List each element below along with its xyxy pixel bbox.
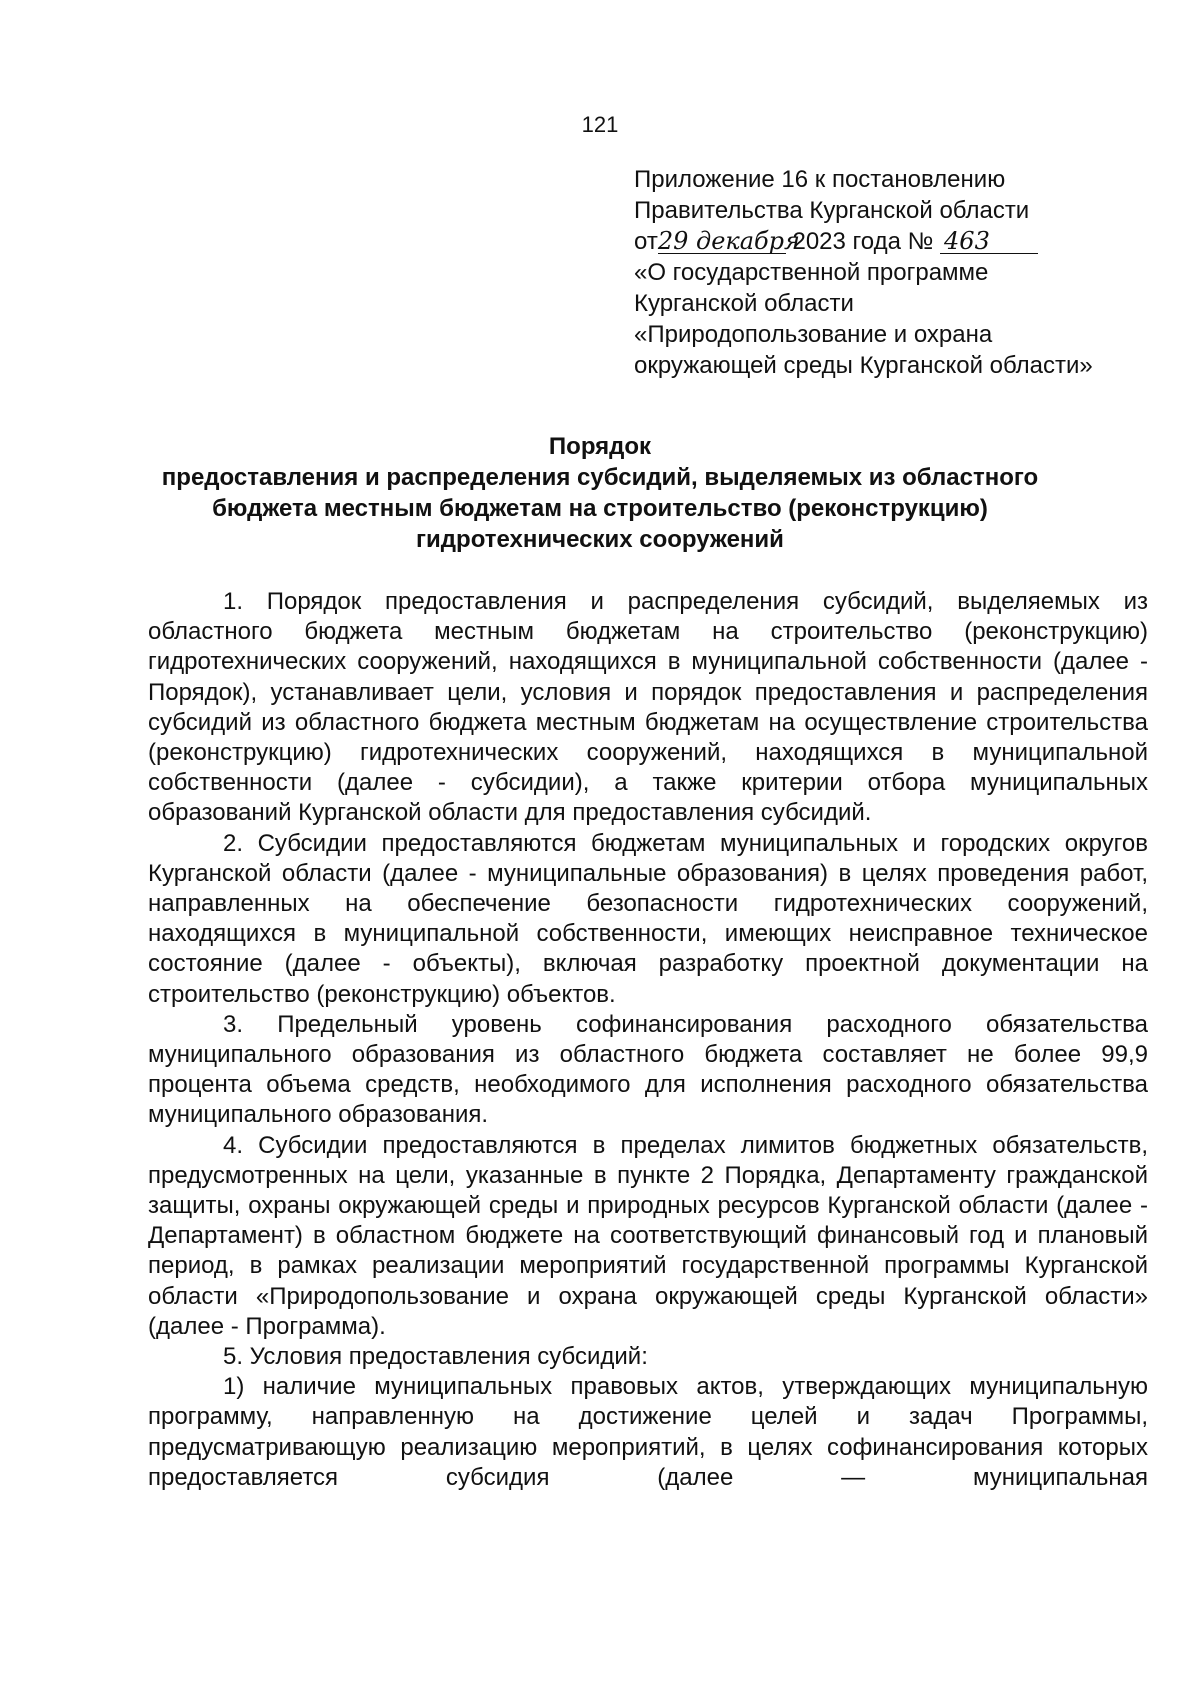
handwritten-number: 463	[940, 229, 1038, 254]
paragraph-4: 4. Субсидии предоставляются в пределах лимитов бюджетных обязательств, предусмотренных на цели, указанные в пункте 2 Порядка, Департаменту гражданской защиты, охраны окружающей среды и природных ресурсов Курганской области (далее - Департамент) в областном бюджете на соответствующий финансовый год и плановый период, в рамках реализации мероприятий государственной программы Курганской области «Природопользование и охрана окружающей среды Курганской области» (далее - Программа).	[148, 1131, 1148, 1340]
paragraph-6: 1) наличие муниципальных правовых актов, утверждающих муниципальную программу, направленную на достижение целей и задач Программы, предусматривающую реализацию мероприятий, в целях софинансирования которых предоставляется субсидия (далее — муниципальная	[148, 1373, 1148, 1491]
appendix-date-line	[634, 226, 1174, 257]
appendix-header	[634, 164, 1174, 381]
paragraph-2: 2. Субсидии предоставляются бюджетам муниципальных и городских округов Курганской области (далее - муниципальные образования) в целях проведения работ, направленных на обеспечение безопасности гидротехнических сооружений, находящихся в муниципальной собственности, имеющих неисправное техническое состояние (далее - объекты), включая разработку проектной документации на строительство (реконструкцию) объектов.	[148, 829, 1148, 1008]
appendix-line: окружающей среды Курганской области»	[634, 352, 1093, 379]
title-line: гидротехнических сооружений	[416, 526, 784, 553]
title-line: Порядок	[548, 433, 652, 460]
appendix-line: «О государственной программе	[634, 259, 989, 286]
handwritten-date: 29 декабря	[657, 227, 800, 255]
paragraph-1: 1. Порядок предоставления и распределения субсидий, выделяемых из областного бюджета местным бюджетам на строительство (реконструкцию) гидротехнических сооружений, находящихся в муниципальной собственности (далее - Порядок), устанавливает цели, условия и порядок предоставления и распределения субсидий из областного бюджета местным бюджетам на осуществление строительства (реконструкцию) гидротехнических сооружений, находящихся в муниципальной собственности (далее - субсидии), а также критерии отбора муниципальных образований Курганской области для предоставления субсидий.	[148, 588, 1148, 827]
page-number: 121	[581, 112, 619, 137]
appendix-line: «Природопользование и охрана	[634, 321, 993, 348]
paragraph-3: 3. Предельный уровень софинансирования расходного обязательства муниципального образования из областного бюджета составляет не более 99,9 процента объема средств, необходимого для исполнения расходного обязательства муниципального образования.	[148, 1010, 1148, 1129]
appendix-line: Курганской области	[634, 290, 854, 317]
document-title	[130, 431, 1070, 555]
document-body	[148, 587, 1148, 1493]
appendix-line: Правительства Курганской области	[634, 197, 1030, 224]
year-text: 2023 года №	[792, 228, 934, 255]
date-prefix: от	[634, 228, 658, 255]
title-line: бюджета местным бюджетам на строительство (реконструкцию)	[212, 495, 988, 522]
appendix-line: Приложение 16 к постановлению	[634, 166, 1006, 193]
paragraph-5: 5. Условия предоставления субсидий:	[223, 1343, 648, 1371]
title-line: предоставления и распределения субсидий, выделяемых из областного	[161, 464, 1039, 491]
